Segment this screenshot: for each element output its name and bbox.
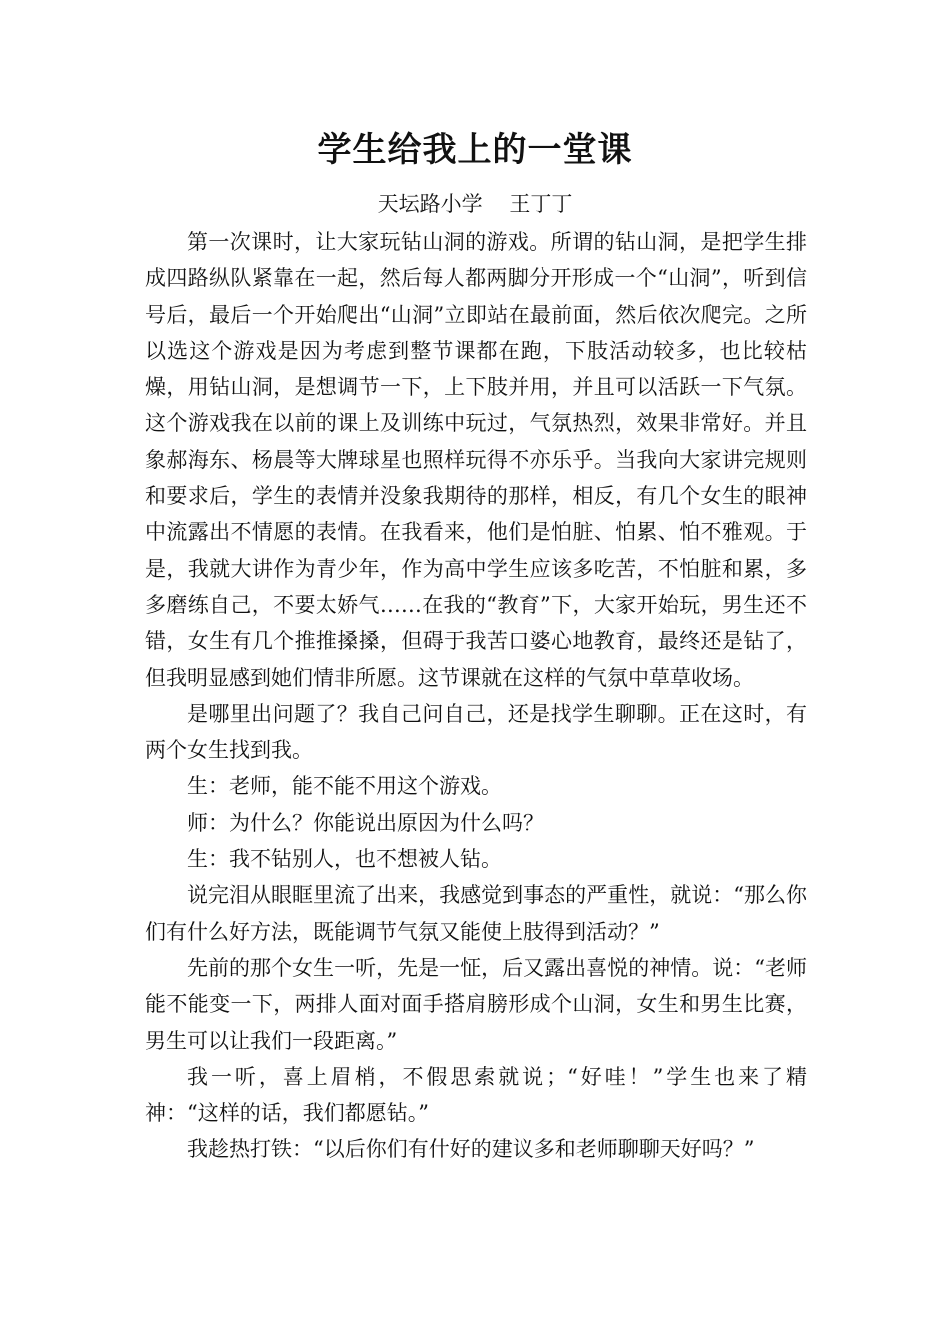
- author-byline: 天坛路小学 王丁丁: [377, 192, 573, 216]
- paragraph: 我趁热打铁：“以后你们有什好的建议多和老师聊聊天好吗？”: [187, 1137, 755, 1162]
- paragraph: 是哪里出问题了？我自己问自己，还是找学生聊聊。正在这时，有两个女生找到我。: [145, 701, 807, 763]
- paragraph: 第一次课时，让大家玩钻山洞的游戏。所谓的钻山洞，是把学生排成四路纵队紧靠在一起，然后每人都两脚分开形成一个“山洞”，听到信号后，最后一个开始爬出“山洞”立即站在最前面，然后依次爬完。之所以选这个游戏是因为考虑到整节课都在跑，下肢活动较多，也比较枯燥，用钻山洞，是想调节一下，上下肢并用，并且可以活跃一下气氛。这个游戏我在以前的课上及训练中玩过，气氛热烈，效果非常好。并且象郝海东、杨晨等大牌球星也照样玩得不亦乐乎。当我向大家讲完规则和要求后，学生的表情并没象我期待的那样，相反，有几个女生的眼神中流露出不情愿的表情。在我看来，他们是怕脏、怕累、怕不雅观。于是，我就大讲作为青少年，作为高中学生应该多吃苦，不怕脏和累，多多磨练自己，不要太娇气……在我的“教育”下，大家开始玩，男生还不错，女生有几个推推搡搡，但碍于我苦口婆心地教育，最终还是钻了，但我明显感到她们情非所愿。这节课就在这样的气氛中草草收场。: [145, 230, 807, 690]
- page-title: 学生给我上的一堂课: [317, 130, 633, 170]
- paragraph: 先前的那个女生一听，先是一怔，后又露出喜悦的神情。说：“老师能不能变一下，两排人面对面手搭肩膀形成个山洞，女生和男生比赛，男生可以让我们一段距离。”: [145, 955, 807, 1053]
- article-body: [145, 224, 807, 1168]
- paragraph: 说完泪从眼眶里流了出来，我感觉到事态的严重性，就说：“那么你们有什么好方法，既能调节气氛又能使上肢得到活动？”: [145, 883, 807, 944]
- paragraph: 我一听，喜上眉梢，不假思索就说；“好哇！”学生也来了精神：“这样的话，我们都愿钻。”: [145, 1064, 807, 1126]
- paragraph: 生：我不钻别人，也不想被人钻。: [187, 847, 502, 872]
- paragraph: 生：老师，能不能不用这个游戏。: [187, 774, 502, 799]
- paragraph: 师：为什么？你能说出原因为什么吗？: [187, 810, 544, 835]
